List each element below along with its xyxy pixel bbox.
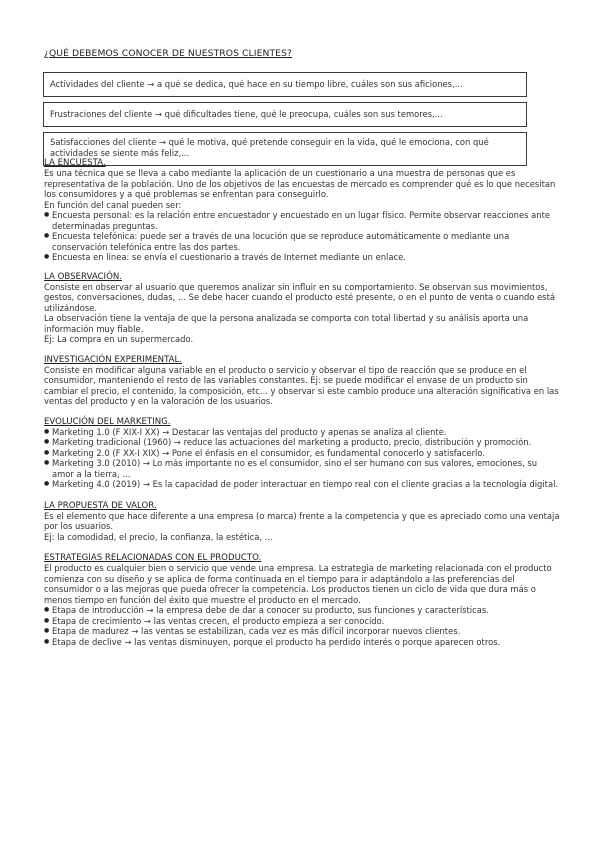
bullet-item: ● Etapa de madurez → las ventas se estabilizan, cada vez es más difícil incorporar nuevos clientes.: [44, 626, 560, 637]
section-title: EVOLUCIÓN DEL MARKETING.: [44, 416, 171, 427]
client-knowledge-boxes: [43, 72, 527, 166]
section-title: LA ENCUESTA.: [44, 158, 106, 168]
box-satisfactions: Satisfacciones del cliente → qué le motiva, qué pretende conseguir en la vida, qué le emociona, con qué actividades se siente más feliz,...: [43, 132, 527, 166]
bullet-item: ● Encuesta en línea: se envía el cuestionario a través de Internet mediante un enlace.: [44, 252, 560, 263]
section-title: ESTRATEGIAS RELACIONADAS CON EL PRODUCTO.: [44, 553, 262, 563]
section-propuesta-valor: [44, 501, 560, 543]
section-investigacion: [44, 355, 560, 407]
paragraph: La observación tiene la ventaja de que la persona analizada se comporta con total libertad y su análisis aporta una información muy fiable.: [44, 313, 529, 334]
paragraph: En función del canal pueden ser:: [44, 199, 182, 210]
section-title: LA PROPUESTA DE VALOR.: [44, 500, 157, 511]
bullet-item: ● Marketing tradicional (1960) → reduce las actuaciones del marketing a producto, precio, distribución y promoción.: [44, 437, 560, 448]
bullet-item: ● Marketing 4.0 (2019) → Es la capacidad de poder interactuar en tiempo real con el cliente gracias a la tecnología digital.: [44, 479, 560, 490]
paragraph: Consiste en observar al usuario que queremos analizar sin influir en su comportamiento. Se observan sus movimientos, gestos, conversaciones, dudas, ... Se debe hacer cuando el producto esté presente, o en el punto de venta o cuando está utilizándose.: [44, 281, 556, 313]
bullet-item: ● Etapa de crecimiento → las ventas crecen, el producto empieza a ser conocido.: [44, 616, 560, 627]
bullet-item: ● Encuesta personal: es la relación entre encuestador y encuestado en un lugar físico. Permite observar reacciones ante determinadas preguntas.: [44, 210, 560, 231]
section-title: INVESTIGACIÓN EXPERIMENTAL.: [44, 354, 183, 365]
bullet-item: ● Marketing 1.0 (F XIX-I XX) → Destacar las ventajas del producto y apenas se analiza al cliente.: [44, 427, 560, 438]
bullet-item: ● Marketing 3.0 (2010) → Lo más importante no es el consumidor, sino el ser humano con sus valores, emociones, su amor a la tierra, ...: [44, 458, 560, 479]
section-observacion: [44, 272, 560, 345]
paragraph: Ej: La compra en un supermercado.: [44, 334, 194, 344]
section-estrategias: [44, 553, 560, 647]
paragraph: El producto es cualquier bien o servicio que vende una empresa. La estrategia de marketing relacionada con el producto comienza con su diseño y se aplica de forma continuada en el tiempo para ir adaptándolo a las preferencias del consumidor o a las mejoras que pueda ofrecer la competencia. Los productos tienen un ciclo de vida que dura más o menos tiempo en función del éxito que muestre el producto en el mercado.: [44, 563, 552, 605]
paragraph: Ej: la comodidad, el precio, la confianza, la estética, ...: [44, 531, 273, 542]
bullet-item: ● Encuesta telefónica: puede ser a través de una locución que se reproduce automáticamente o mediante una conservación telefónica entre las dos partes.: [44, 231, 560, 252]
paragraph: Es una técnica que se lleva a cabo mediante la aplicación de un cuestionario a una muestra de personas que es representativa de la población. Uno de los objetivos de las encuestas de mercado es comprender qué es lo que necesitan los consumidores y a qué problemas se enfrentan para conseguirlo.: [44, 168, 556, 199]
box-activities: Actividades del cliente → a qué se dedica, qué hace en su tiempo libre, cuáles son sus aficiones,...: [43, 72, 527, 97]
paragraph: Es el elemento que hace diferente a una empresa (o marca) frente a la competencia y que es apreciado como una ventaja por los usuarios.: [44, 510, 560, 531]
section-encuesta: [44, 158, 560, 263]
page-title: ¿QUÉ DEBEMOS CONOCER DE NUESTROS CLIENTES?: [44, 48, 292, 59]
box-frustrations: Frustraciones del cliente → qué dificultades tiene, qué le preocupa, cuáles son sus temores,...: [43, 102, 527, 127]
content: [44, 158, 560, 655]
bullet-item: ● Etapa de declive → las ventas disminuyen, porque el producto ha perdido interés o porque aparecen otros.: [44, 637, 560, 648]
section-evolucion: [44, 417, 560, 490]
paragraph: Consiste en modificar alguna variable en el producto o servicio y observar el tipo de reacción que se produce en el consumidor, manteniendo el resto de las variables constantes. Ej: se puede modificar el envase de un producto sin cambiar el precio, el contenido, la composición, etc... y observar si este cambio produce una alteración significativa en las ventas del producto y en la valoración de los usuarios.: [44, 364, 559, 406]
bullet-item: ● Etapa de introducción → la empresa debe de dar a conocer su producto, sus funciones y características.: [44, 605, 560, 616]
section-title: LA OBSERVACIÓN.: [44, 271, 123, 282]
bullet-item: ● Marketing 2.0 (F XX-I XIX) → Pone el énfasis en el consumidor, es fundamental conocerlo y satisfacerlo.: [44, 448, 560, 459]
